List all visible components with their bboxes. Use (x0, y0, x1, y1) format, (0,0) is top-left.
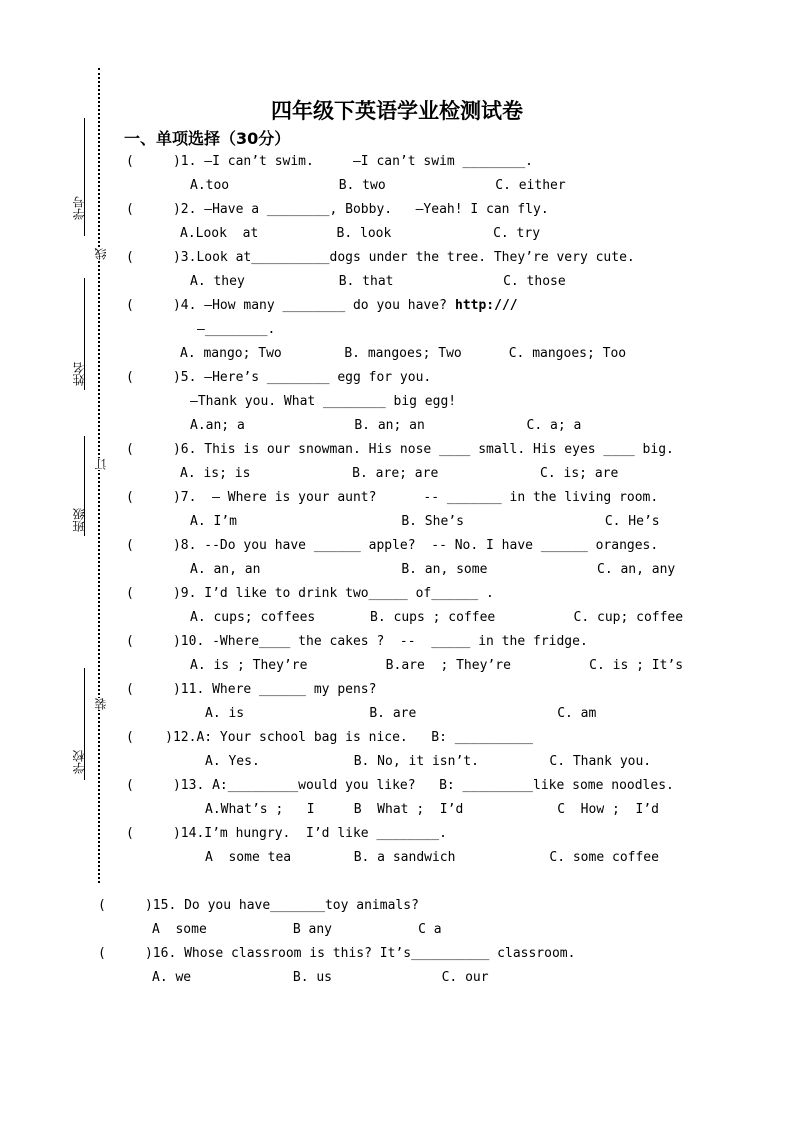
question-9: ( )9. I’d like to drink two_____ of______ . (126, 586, 494, 601)
fill-line-student-number (84, 118, 85, 236)
fill-line-name (84, 278, 85, 390)
question-12: ( )12.A: Your school bag is nice. B: __________ (126, 730, 533, 745)
label-class: 班级 (72, 508, 86, 532)
options-6: A. is; is B. are; are C. is; are (180, 466, 619, 481)
question-1: ( )1. —I can’t swim. —I can’t swim ________. (126, 154, 533, 169)
options-2: A.Look at B. look C. try (180, 226, 541, 241)
question-3: ( )3.Look at__________dogs under the tree. They’re very cute. (126, 250, 635, 265)
binding-mark-bind: 装 (94, 698, 108, 710)
options-12: A. Yes. B. No, it isn’t. C. Thank you. (205, 754, 652, 769)
question-5: ( )5. —Here’s ________ egg for you. (126, 370, 432, 385)
options-13: A.What’s ; I B What ; I’d C How ; I’d (205, 802, 659, 817)
binding-mark-line: 线 (94, 248, 108, 260)
options-14: A some tea B. a sandwich C. some coffee (205, 850, 659, 865)
question-2: ( )2. —Have a ________, Bobby. —Yeah! I can fly. (126, 202, 549, 217)
options-10: A. is ; They’re B.are ; They’re C. is ; It’s (190, 658, 684, 673)
question-13: ( )13. A:_________would you like? B: _________like some noodles. (126, 778, 674, 793)
options-5: A.an; a B. an; an C. a; a (190, 418, 582, 433)
options-16: A. we B. us C. our (152, 970, 489, 985)
question-16: ( )16. Whose classroom is this? It’s__________ classroom. (98, 946, 576, 961)
exam-title: 四年级下英语学业检测试卷 (271, 98, 523, 123)
options-7: A. I’m B. She’s C. He’s (190, 514, 660, 529)
question-4-answer: —________. (197, 322, 276, 337)
question-14: ( )14.I’m hungry. I’d like ________. (126, 826, 447, 841)
options-3: A. they B. that C. those (190, 274, 566, 289)
question-7: ( )7. – Where is your aunt? -- _______ in the living room. (126, 490, 659, 505)
options-8: A. an, an B. an, some C. an, any (190, 562, 676, 577)
fill-line-school (84, 668, 85, 780)
watermark-url: http:/// (455, 298, 518, 313)
question-8: ( )8. --Do you have ______ apple? -- No. I have ______ oranges. (126, 538, 659, 553)
question-6: ( )6. This is our snowman. His nose ____ small. His eyes ____ big. (126, 442, 674, 457)
binding-mark-staple: 订 (94, 458, 108, 470)
fill-line-class (84, 436, 85, 536)
section-heading: 一、单项选择（30分） (124, 129, 291, 148)
question-11: ( )11. Where ______ my pens? (126, 682, 377, 697)
binding-dotted-line (98, 68, 100, 883)
label-name: 姓名 (72, 362, 86, 386)
options-9: A. cups; coffees B. cups ; coffee C. cup; coffee (190, 610, 684, 625)
options-11: A. is B. are C. am (205, 706, 597, 721)
options-15: A some B any C a (152, 922, 442, 937)
question-10: ( )10. -Where____ the cakes ? -- _____ in the fridge. (126, 634, 588, 649)
options-1: A.too B. two C. either (190, 178, 566, 193)
question-4: ( )4. —How many ________ do you have? (126, 298, 447, 313)
label-school: 学校 (72, 750, 86, 774)
options-4: A. mango; Two B. mangoes; Two C. mangoes; Too (180, 346, 627, 361)
question-15: ( )15. Do you have_______toy animals? (98, 898, 419, 913)
question-5-reply: —Thank you. What ________ big egg! (190, 394, 457, 409)
label-student-number: 学号 (72, 196, 86, 220)
